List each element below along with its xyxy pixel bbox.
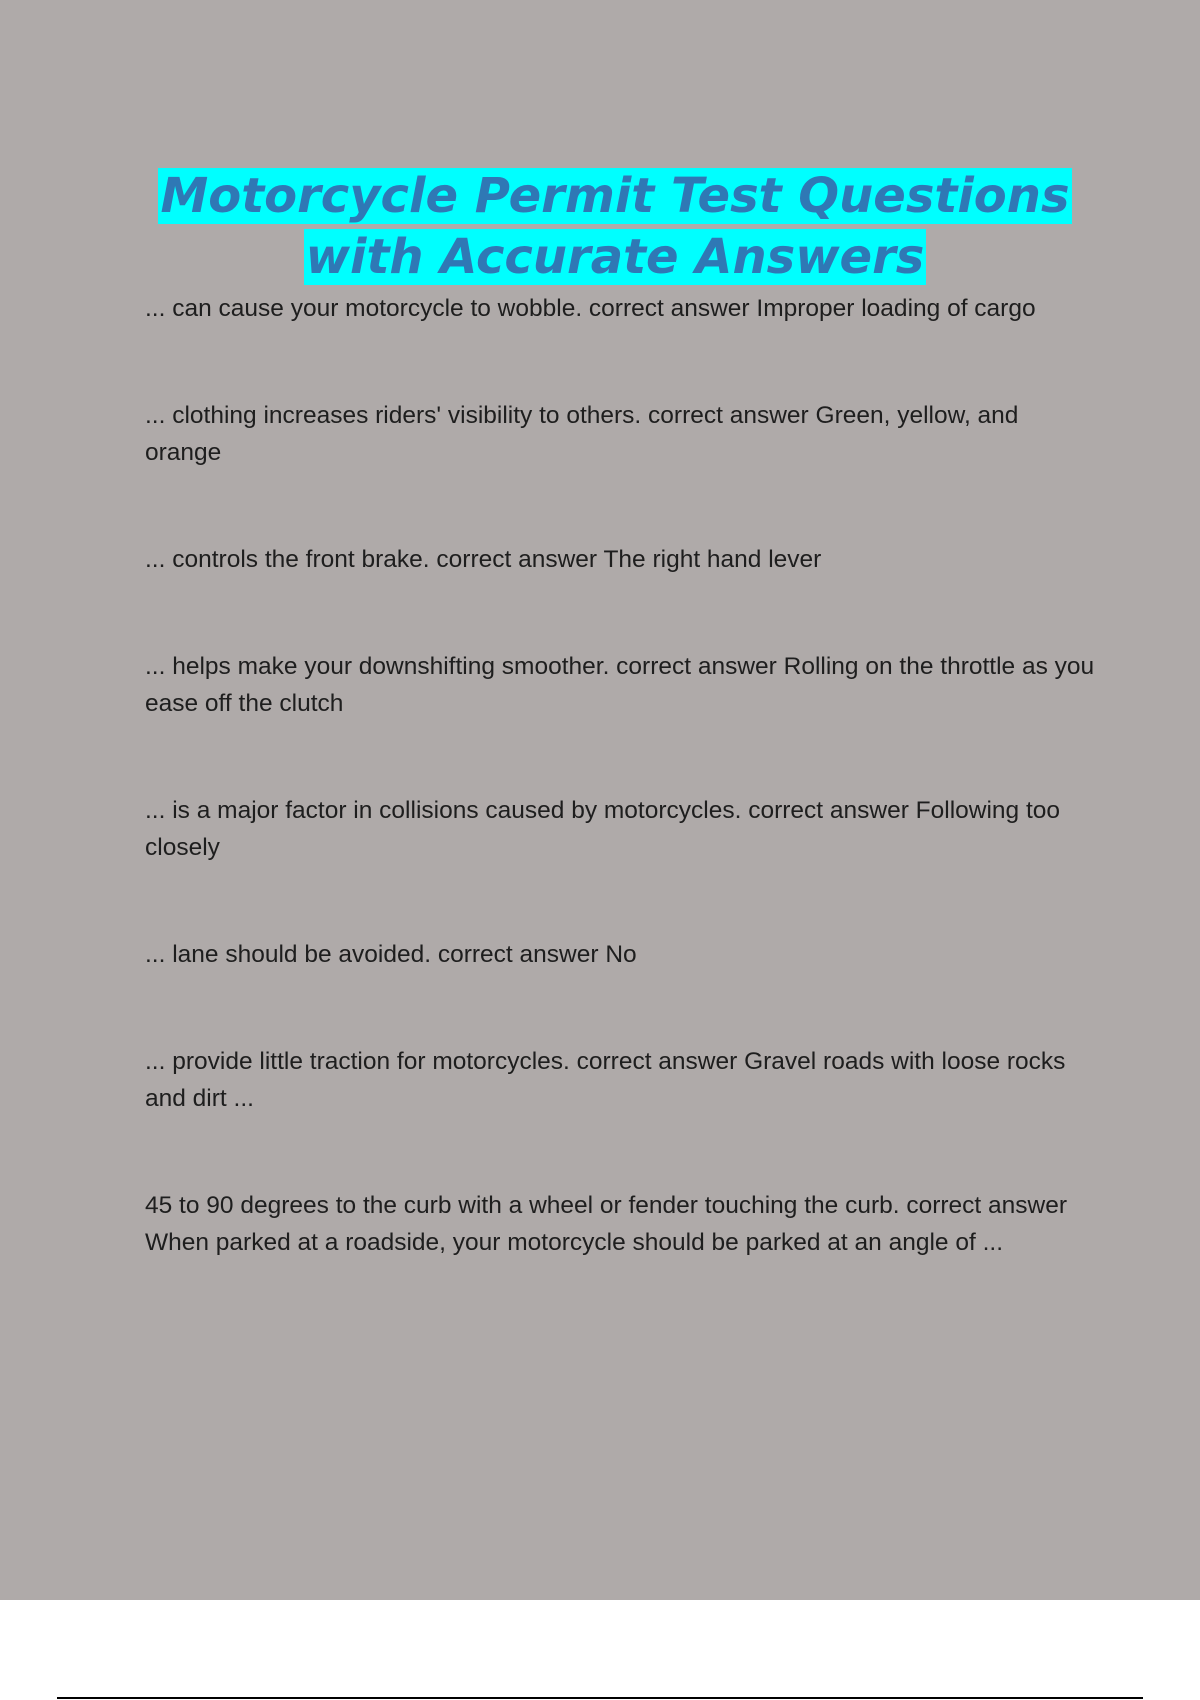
qa-item: ... is a major factor in collisions caused by motorcycles. correct answer Following too closely — [145, 797, 1061, 861]
footer-divider — [57, 1697, 1143, 1699]
qa-item: ... lane should be avoided. correct answer No — [145, 941, 637, 968]
qa-item: ... provide little traction for motorcycles. correct answer Gravel roads with loose rocks and dirt ... — [145, 1048, 1066, 1112]
qa-item: ... clothing increases riders' visibility to others. correct answer Green, yellow, and orange — [145, 402, 1019, 466]
qa-item: 45 to 90 degrees to the curb with a wheel or fender touching the curb. correct answer When parked at a roadside, your motorcycle should be parked at an angle of ... — [145, 1192, 1068, 1256]
title-highlight: Motorcycle Permit Test Questions with Accurate Answers — [160, 168, 1070, 285]
document-title — [100, 166, 1130, 288]
qa-item: ... can cause your motorcycle to wobble. correct answer Improper loading of cargo — [145, 295, 1036, 322]
qa-item: ... controls the front brake. correct answer The right hand lever — [145, 546, 822, 573]
question-answer-list — [145, 290, 1095, 1331]
qa-item: ... helps make your downshifting smoother. correct answer Rolling on the throttle as you ease off the clutch — [145, 653, 1095, 717]
